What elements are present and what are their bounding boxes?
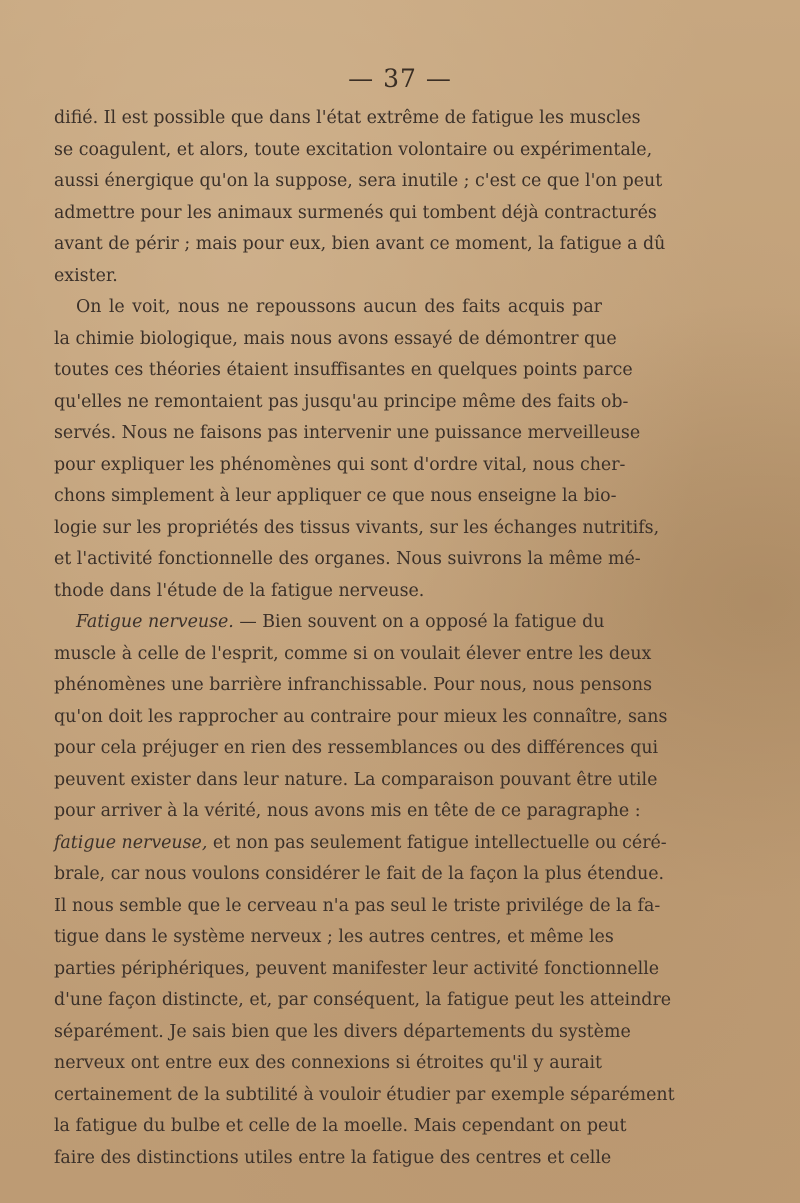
text-line: la chimie biologique, mais nous avons essayé de démontrer que	[54, 328, 617, 349]
text-line: aussi énergique qu'on la suppose, sera inutile ; c'est ce que l'on peut	[54, 171, 663, 191]
text-line: séparément. Je sais bien que les divers départements du système	[54, 1021, 631, 1042]
text-line: faire des distinctions utiles entre la fatigue des centres et celle	[54, 1147, 612, 1168]
text-line: se coagulent, et alors, toute excitation volontaire ou expérimentale,	[54, 139, 653, 160]
text-line: phénomènes une barrière infranchissable. Pour nous, nous pensons	[54, 675, 653, 695]
text-line: servés. Nous ne faisons pas intervenir une puissance merveilleuse	[54, 423, 641, 443]
text-line: logie sur les propriétés des tissus vivants, sur les échanges nutritifs,	[54, 517, 660, 538]
text-line: admettre pour les animaux surmenés qui tombent déjà contracturés	[54, 202, 657, 223]
text-line: et l'activité fonctionnelle des organes. Nous suivrons la même mé-	[54, 549, 641, 569]
text-line: thode dans l'étude de la fatigue nerveuse.	[54, 580, 425, 601]
text-line: peuvent exister dans leur nature. La comparaison pouvant être utile	[54, 769, 658, 790]
text-line: certainement de la subtilité à vouloir étudier par exemple séparément	[54, 1084, 675, 1105]
text-line: fatigue nerveuse, et non pas seulement fatigue intellectuelle ou céré-	[54, 832, 667, 853]
body-text	[54, 103, 675, 1174]
text-line: muscle à celle de l'esprit, comme si on voulait élever entre les deux	[54, 643, 652, 664]
text-line: exister.	[54, 265, 118, 286]
text-line: pour arriver à la vérité, nous avons mis en tête de ce paragraphe :	[54, 801, 641, 821]
text-line: pour expliquer les phénomènes qui sont d'ordre vital, nous cher-	[54, 454, 626, 475]
text-line: tigue dans le système nerveux ; les autres centres, et même les	[54, 927, 614, 947]
text-line: nerveux ont entre eux des connexions si étroites qu'il y aurait	[54, 1053, 602, 1073]
text-line: qu'on doit les rapprocher au contraire pour mieux les connaître, sans	[54, 706, 668, 727]
text-line: pour cela préjuger en rien des ressemblances ou des différences qui	[54, 738, 659, 758]
italic-term: fatigue nerveuse,	[54, 832, 208, 853]
text-line: Fatigue nerveuse. — Bien souvent on a opposé la fatigue du	[76, 612, 605, 632]
section-heading: Fatigue nerveuse.	[76, 612, 234, 632]
text-line: d'une façon distincte, et, par conséquent, la fatigue peut les atteindre	[54, 990, 672, 1010]
text-line: avant de périr ; mais pour eux, bien avant ce moment, la fatigue a dû	[54, 234, 666, 254]
text-line: difié. Il est possible que dans l'état extrême de fatigue les muscles	[54, 108, 641, 128]
text-line: brale, car nous voulons considérer le fait de la façon la plus étendue.	[54, 864, 665, 884]
page-number: — 37 —	[348, 64, 452, 93]
text-line: On le voit, nous ne repoussons aucun des faits acquis par	[76, 297, 602, 317]
text-line: parties périphériques, peuvent manifester leur activité fonctionnelle	[54, 958, 660, 979]
text-line: Il nous semble que le cerveau n'a pas seul le triste privilége de la fa-	[54, 895, 661, 916]
text-line: toutes ces théories étaient insuffisantes en quelques points parce	[54, 360, 633, 380]
text-line: qu'elles ne remontaient pas jusqu'au principe même des faits ob-	[54, 391, 629, 412]
text-line: la fatigue du bulbe et celle de la moelle. Mais cependant on peut	[54, 1116, 627, 1136]
text-line: chons simplement à leur appliquer ce que nous enseigne la bio-	[54, 486, 617, 506]
